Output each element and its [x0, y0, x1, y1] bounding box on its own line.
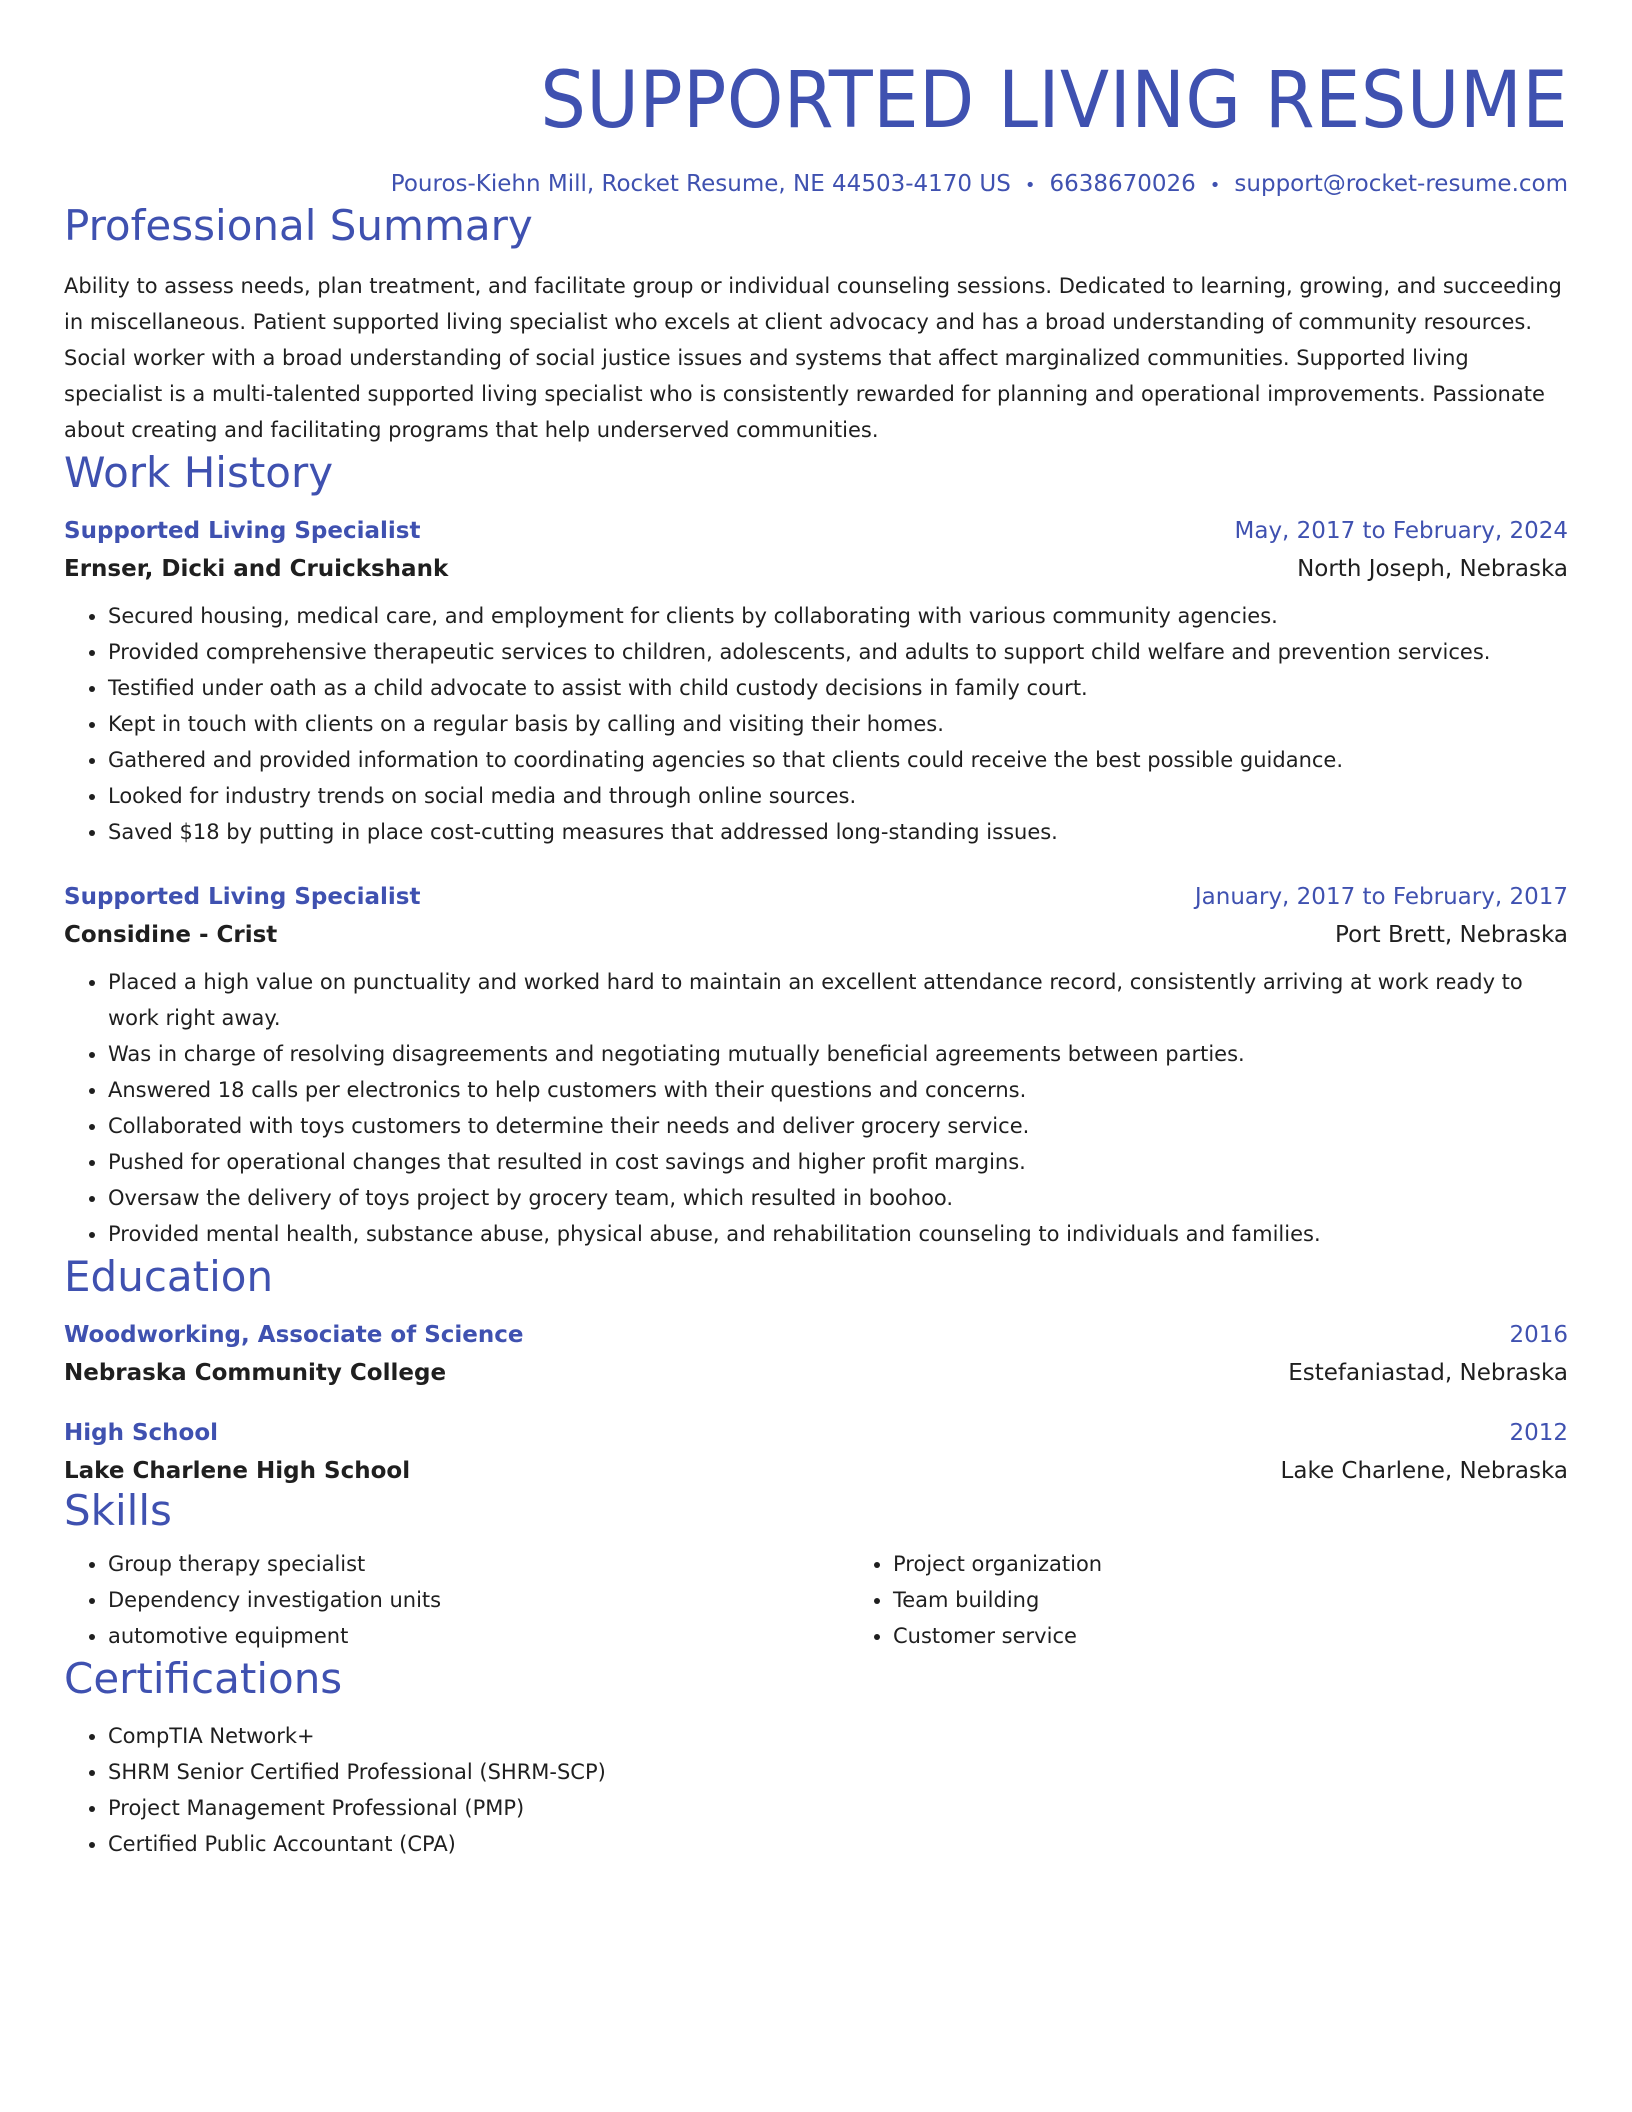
job-bullet: • Provided comprehensive therapeutic services to children, adolescents, and adults to support child welfare and prevention services. [108, 634, 1568, 670]
job-company: Ernser, Dicki and Cruickshank [64, 556, 449, 582]
job-bullet: • Kept in touch with clients on a regular basis by calling and visiting their homes. [108, 706, 1568, 742]
skills-list-left [64, 1546, 849, 1654]
job-bullet: • Answered 18 calls per electronics to help customers with their questions and concerns. [108, 1072, 1568, 1108]
skills-grid [64, 1546, 1568, 1654]
skill-item: • Group therapy specialist [108, 1546, 849, 1582]
job-company-row [64, 546, 1568, 584]
education-degree: High School [64, 1420, 219, 1446]
education-location: Lake Charlene, Nebraska [1280, 1458, 1568, 1484]
education-school: Nebraska Community College [64, 1360, 447, 1386]
summary-text: Ability to assess needs, plan treatment, and facilitate group or individual counseling sessions. Dedicated to learning, growing, and succeeding in miscellaneous. Patient supported living specialist who excels at client advocacy and has a broad understanding of community resources. Social worker with a broad understanding of social justice issues and systems that affect marginalized communities. Supported living specialist is a multi-talented supported living specialist who is consistently rewarded for planning and operational improvements. Passionate about creating and facilitating programs that help underserved communities. [64, 274, 1562, 442]
education-year: 2016 [1509, 1322, 1568, 1348]
job-bullets [64, 598, 1568, 850]
job-title: Supported Living Specialist [64, 518, 421, 544]
job-company: Considine - Crist [64, 922, 278, 948]
job-bullet: • Collaborated with toys customers to determine their needs and deliver grocery service. [108, 1108, 1568, 1144]
education-degree: Woodworking, Associate of Science [64, 1322, 524, 1348]
education-header-row [64, 1320, 1568, 1350]
job-company-row [64, 912, 1568, 950]
job-bullet: • Gathered and provided information to coordinating agencies so that clients could receive the best possible guidance. [108, 742, 1568, 778]
job-bullet: • Was in charge of resolving disagreements and negotiating mutually beneficial agreements between parties. [108, 1036, 1568, 1072]
job-location: Port Brett, Nebraska [1335, 922, 1568, 948]
job-bullet: • Pushed for operational changes that resulted in cost savings and higher profit margins. [108, 1144, 1568, 1180]
certification-item: • Certified Public Accountant (CPA) [108, 1826, 1568, 1862]
contact-address: Pouros-Kiehn Mill, Rocket Resume, NE 44503-4170 US [390, 171, 1011, 197]
job-dates: May, 2017 to February, 2024 [1234, 518, 1568, 544]
education-location: Estefaniastad, Nebraska [1288, 1360, 1568, 1386]
job-entry [64, 882, 1568, 1252]
certification-item: • SHRM Senior Certified Professional (SHRM-SCP) [108, 1754, 1568, 1790]
resume-title: SUPPORTED LIVING RESUME [540, 56, 1568, 146]
job-bullet: • Secured housing, medical care, and employment for clients by collaborating with various community agencies. [108, 598, 1568, 634]
certification-item: • CompTIA Network+ [108, 1718, 1568, 1754]
job-bullet: • Saved $18 by putting in place cost-cutting measures that addressed long-standing issues. [108, 814, 1568, 850]
contact-email: support@rocket-resume.com [1234, 171, 1568, 197]
contact-line [64, 169, 1568, 201]
education-header-row [64, 1418, 1568, 1448]
job-title: Supported Living Specialist [64, 884, 421, 910]
summary-heading: Professional Summary [64, 201, 533, 250]
job-bullet: • Looked for industry trends on social media and through online sources. [108, 778, 1568, 814]
job-bullet: • Placed a high value on punctuality and worked hard to maintain an excellent attendance record, consistently arriving at work ready to work right away. [108, 964, 1568, 1036]
contact-separator: • [1024, 175, 1036, 196]
education-year: 2012 [1509, 1420, 1568, 1446]
work-history-heading: Work History [64, 448, 334, 497]
education-school: Lake Charlene High School [64, 1458, 411, 1484]
job-bullet: • Testified under oath as a child advocate to assist with child custody decisions in family court. [108, 670, 1568, 706]
job-bullets [64, 964, 1568, 1252]
contact-phone: 6638670026 [1049, 171, 1196, 197]
job-bullet: • Provided mental health, substance abuse, physical abuse, and rehabilitation counseling to individuals and families. [108, 1216, 1568, 1252]
skill-item: • Customer service [893, 1618, 1568, 1654]
certification-item: • Project Management Professional (PMP) [108, 1790, 1568, 1826]
education-school-row [64, 1448, 1568, 1486]
skill-item: • Team building [893, 1582, 1568, 1618]
certifications-list [64, 1718, 1568, 1862]
skill-item: • Project organization [893, 1546, 1568, 1582]
skill-item: • Dependency investigation units [108, 1582, 849, 1618]
contact-separator: • [1209, 175, 1221, 196]
certifications-heading: Certifications [64, 1654, 343, 1703]
skills-heading: Skills [64, 1486, 172, 1535]
skills-list-right [849, 1546, 1568, 1654]
job-header-row [64, 516, 1568, 546]
job-bullet: • Oversaw the delivery of toys project by grocery team, which resulted in boohoo. [108, 1180, 1568, 1216]
education-school-row [64, 1350, 1568, 1388]
skill-item: • automotive equipment [108, 1618, 849, 1654]
job-location: North Joseph, Nebraska [1297, 556, 1568, 582]
job-header-row [64, 882, 1568, 912]
education-heading: Education [64, 1252, 274, 1301]
education-entry [64, 1418, 1568, 1486]
education-entry [64, 1320, 1568, 1388]
job-dates: January, 2017 to February, 2017 [1194, 884, 1568, 910]
job-entry [64, 516, 1568, 850]
